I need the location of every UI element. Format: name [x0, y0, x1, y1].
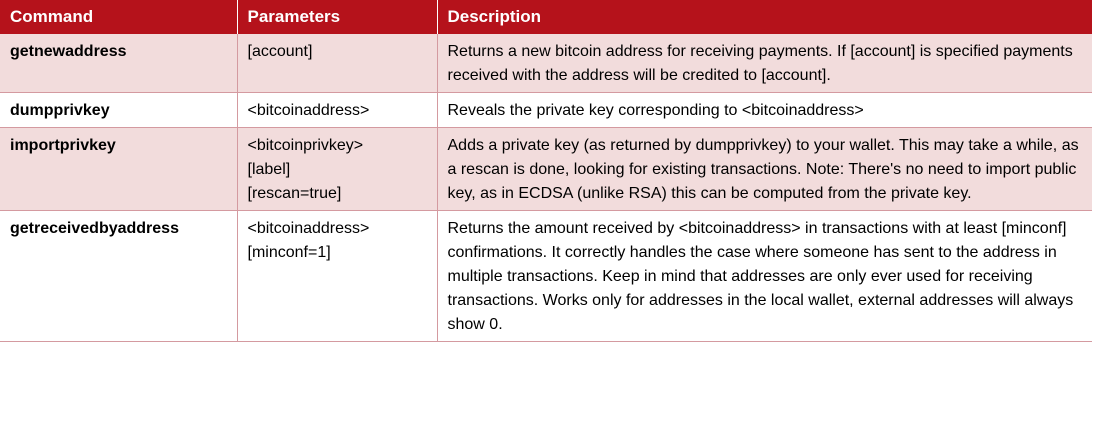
parameter: <bitcoinaddress> — [247, 102, 370, 119]
parameter: [account] — [247, 43, 313, 60]
command-cell — [0, 93, 237, 128]
description-cell: Returns the amount received by <bitcoinaddress> in transactions with at least [minconf] confirmations. It correctly handles the case where someone has sent to the address in multiple transactions. Keep in mind that addresses are only ever used for receiving transactions. Works only for addresses in the local wallet, external addresses will always show 0. — [437, 211, 1092, 342]
parameter: <bitcoinprivkey> — [247, 137, 364, 154]
header-parameters: Parameters — [237, 0, 437, 34]
table-row — [0, 128, 1092, 211]
parameter: [label] — [247, 161, 291, 178]
command-cell — [0, 211, 237, 342]
header-row — [0, 0, 1092, 34]
command-name: getreceivedbyaddress — [10, 220, 179, 237]
parameters-cell — [237, 128, 437, 211]
parameters-cell — [237, 34, 437, 93]
command-cell — [0, 128, 237, 211]
table-header — [0, 0, 1092, 34]
command-name: importprivkey — [10, 137, 116, 154]
parameter: [minconf=1] — [247, 244, 331, 261]
command-name: getnewaddress — [10, 43, 127, 60]
table-row — [0, 211, 1092, 342]
parameters-cell — [237, 93, 437, 128]
description-cell: Returns a new bitcoin address for receiving payments. If [account] is specified payments received with the address will be credited to [account]. — [437, 34, 1092, 93]
parameter: [rescan=true] — [247, 185, 342, 202]
parameters-cell — [237, 211, 437, 342]
parameter: <bitcoinaddress> — [247, 220, 370, 237]
command-cell — [0, 34, 237, 93]
description-cell: Adds a private key (as returned by dumpprivkey) to your wallet. This may take a while, as a rescan is done, looking for existing transactions. Note: There's no need to import public key, as in ECDSA (unlike RSA) this can be computed from the private key. — [437, 128, 1092, 211]
command-name: dumpprivkey — [10, 102, 110, 119]
table-row — [0, 93, 1092, 128]
header-command: Command — [0, 0, 237, 34]
description-cell: Reveals the private key corresponding to <bitcoinaddress> — [437, 93, 1092, 128]
header-description: Description — [437, 0, 1092, 34]
table-body — [0, 34, 1092, 342]
table-row — [0, 34, 1092, 93]
